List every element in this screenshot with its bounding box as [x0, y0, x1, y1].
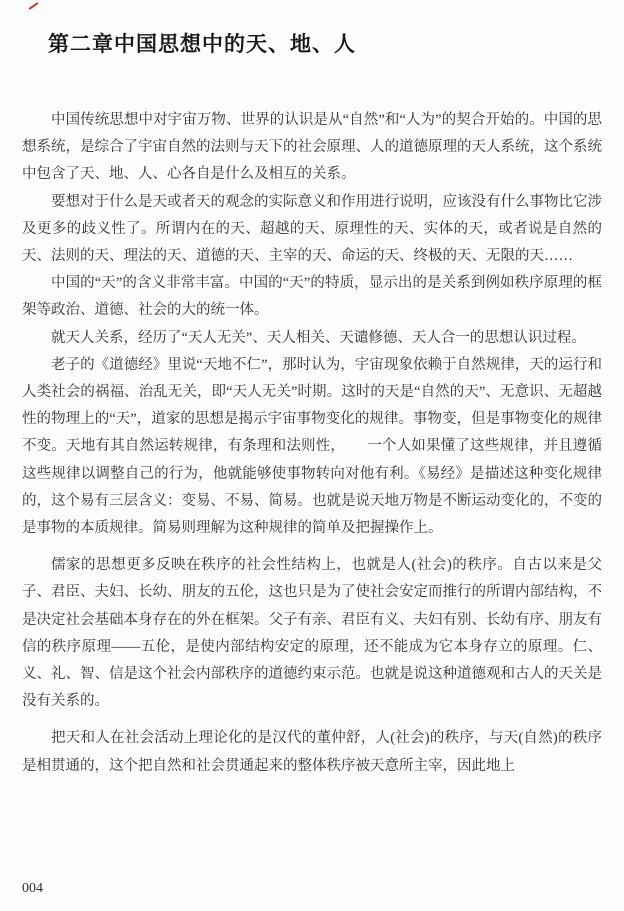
paragraph: 儒家的思想更多反映在秩序的社会性结构上，也就是人(社会)的秩序。自古以来是父子、君臣、夫妇、长幼、朋友的五伦，这也只是为了使社会安定而推行的所谓内部结构，不是决定社会基础本身存在的外在框架。父子有亲、君臣有义、夫妇有别、长幼有序、朋友有信的秩序原理——五伦，是使内部结构安定的原理，还不能成为它本身存立的原理。仁、义、礼、智、信是这个社会内部秩序的道德约束示范。也就是说这种道德观和古人的天关是没有关系的。	[22, 557, 602, 710]
page-number: 004	[22, 881, 43, 896]
paragraph: 中国的“天”的含义非常丰富。中国的“天”的特质，显示出的是关系到例如秩序原理的框架等政治、道德、社会的大的统一体。	[22, 275, 602, 319]
paragraph: 就天人关系，经历了“天人无关”、天人相关、天谴修德、天人合一的思想认识过程。	[51, 329, 586, 346]
body-text	[22, 107, 602, 780]
red-annotation-mark	[28, 2, 38, 10]
chapter-title: 第二章中国思想中的天、地、人	[48, 33, 356, 56]
paragraph: 老子的《道德经》里说“天地不仁”，那时认为，宇宙现象依赖于自然规律，天的运行和人类社会的祸福、治乱无关，即“天人无关”时期。这时的天是“自然的天”、无意识、无超越性的物理上的“天”，道家的思想是揭示宇宙事物变化的规律。事物变，但是事物变化的规律不变。天地有其自然运转规律，有条理和法则性， 一个人如果懂了这些规律，并且遵循这些规律以调整自己的行为，他就能够使事物转向对他有利。《易经》是描述这种变化规律的，这个易有三层含义：变易、不易、简易。也就是说天地万物是不断运动变化的，不变的是事物的本质规律。简易则理解为这种规律的简单及把握操作上。	[22, 356, 602, 537]
paragraph: 要想对于什么是天或者天的观念的实际意义和作用进行说明，应该没有什么事物比它涉及更多的歧义性了。所谓内在的天、超越的天、原理性的天、实体的天，或者说是自然的天、法则的天、理法的天、道德的天、主宰的天、命运的天、终极的天、无限的天……	[22, 193, 602, 265]
paragraph: 中国传统思想中对宇宙万物、世界的认识是从“自然”和“人为”的契合开始的。中国的思想系统，是综合了宇宙自然的法则与天下的社会原理、人的道德原理的天人系统，这个系统中包含了天、地、人、心各自是什么及相互的关系。	[22, 112, 602, 183]
paragraph: 把天和人在社会活动上理论化的是汉代的董仲舒，人(社会)的秩序，与天(自然)的秩序是相贯通的，这个把自然和社会贯通起来的整体秩序被天意所主宰，因此地上	[22, 730, 602, 774]
